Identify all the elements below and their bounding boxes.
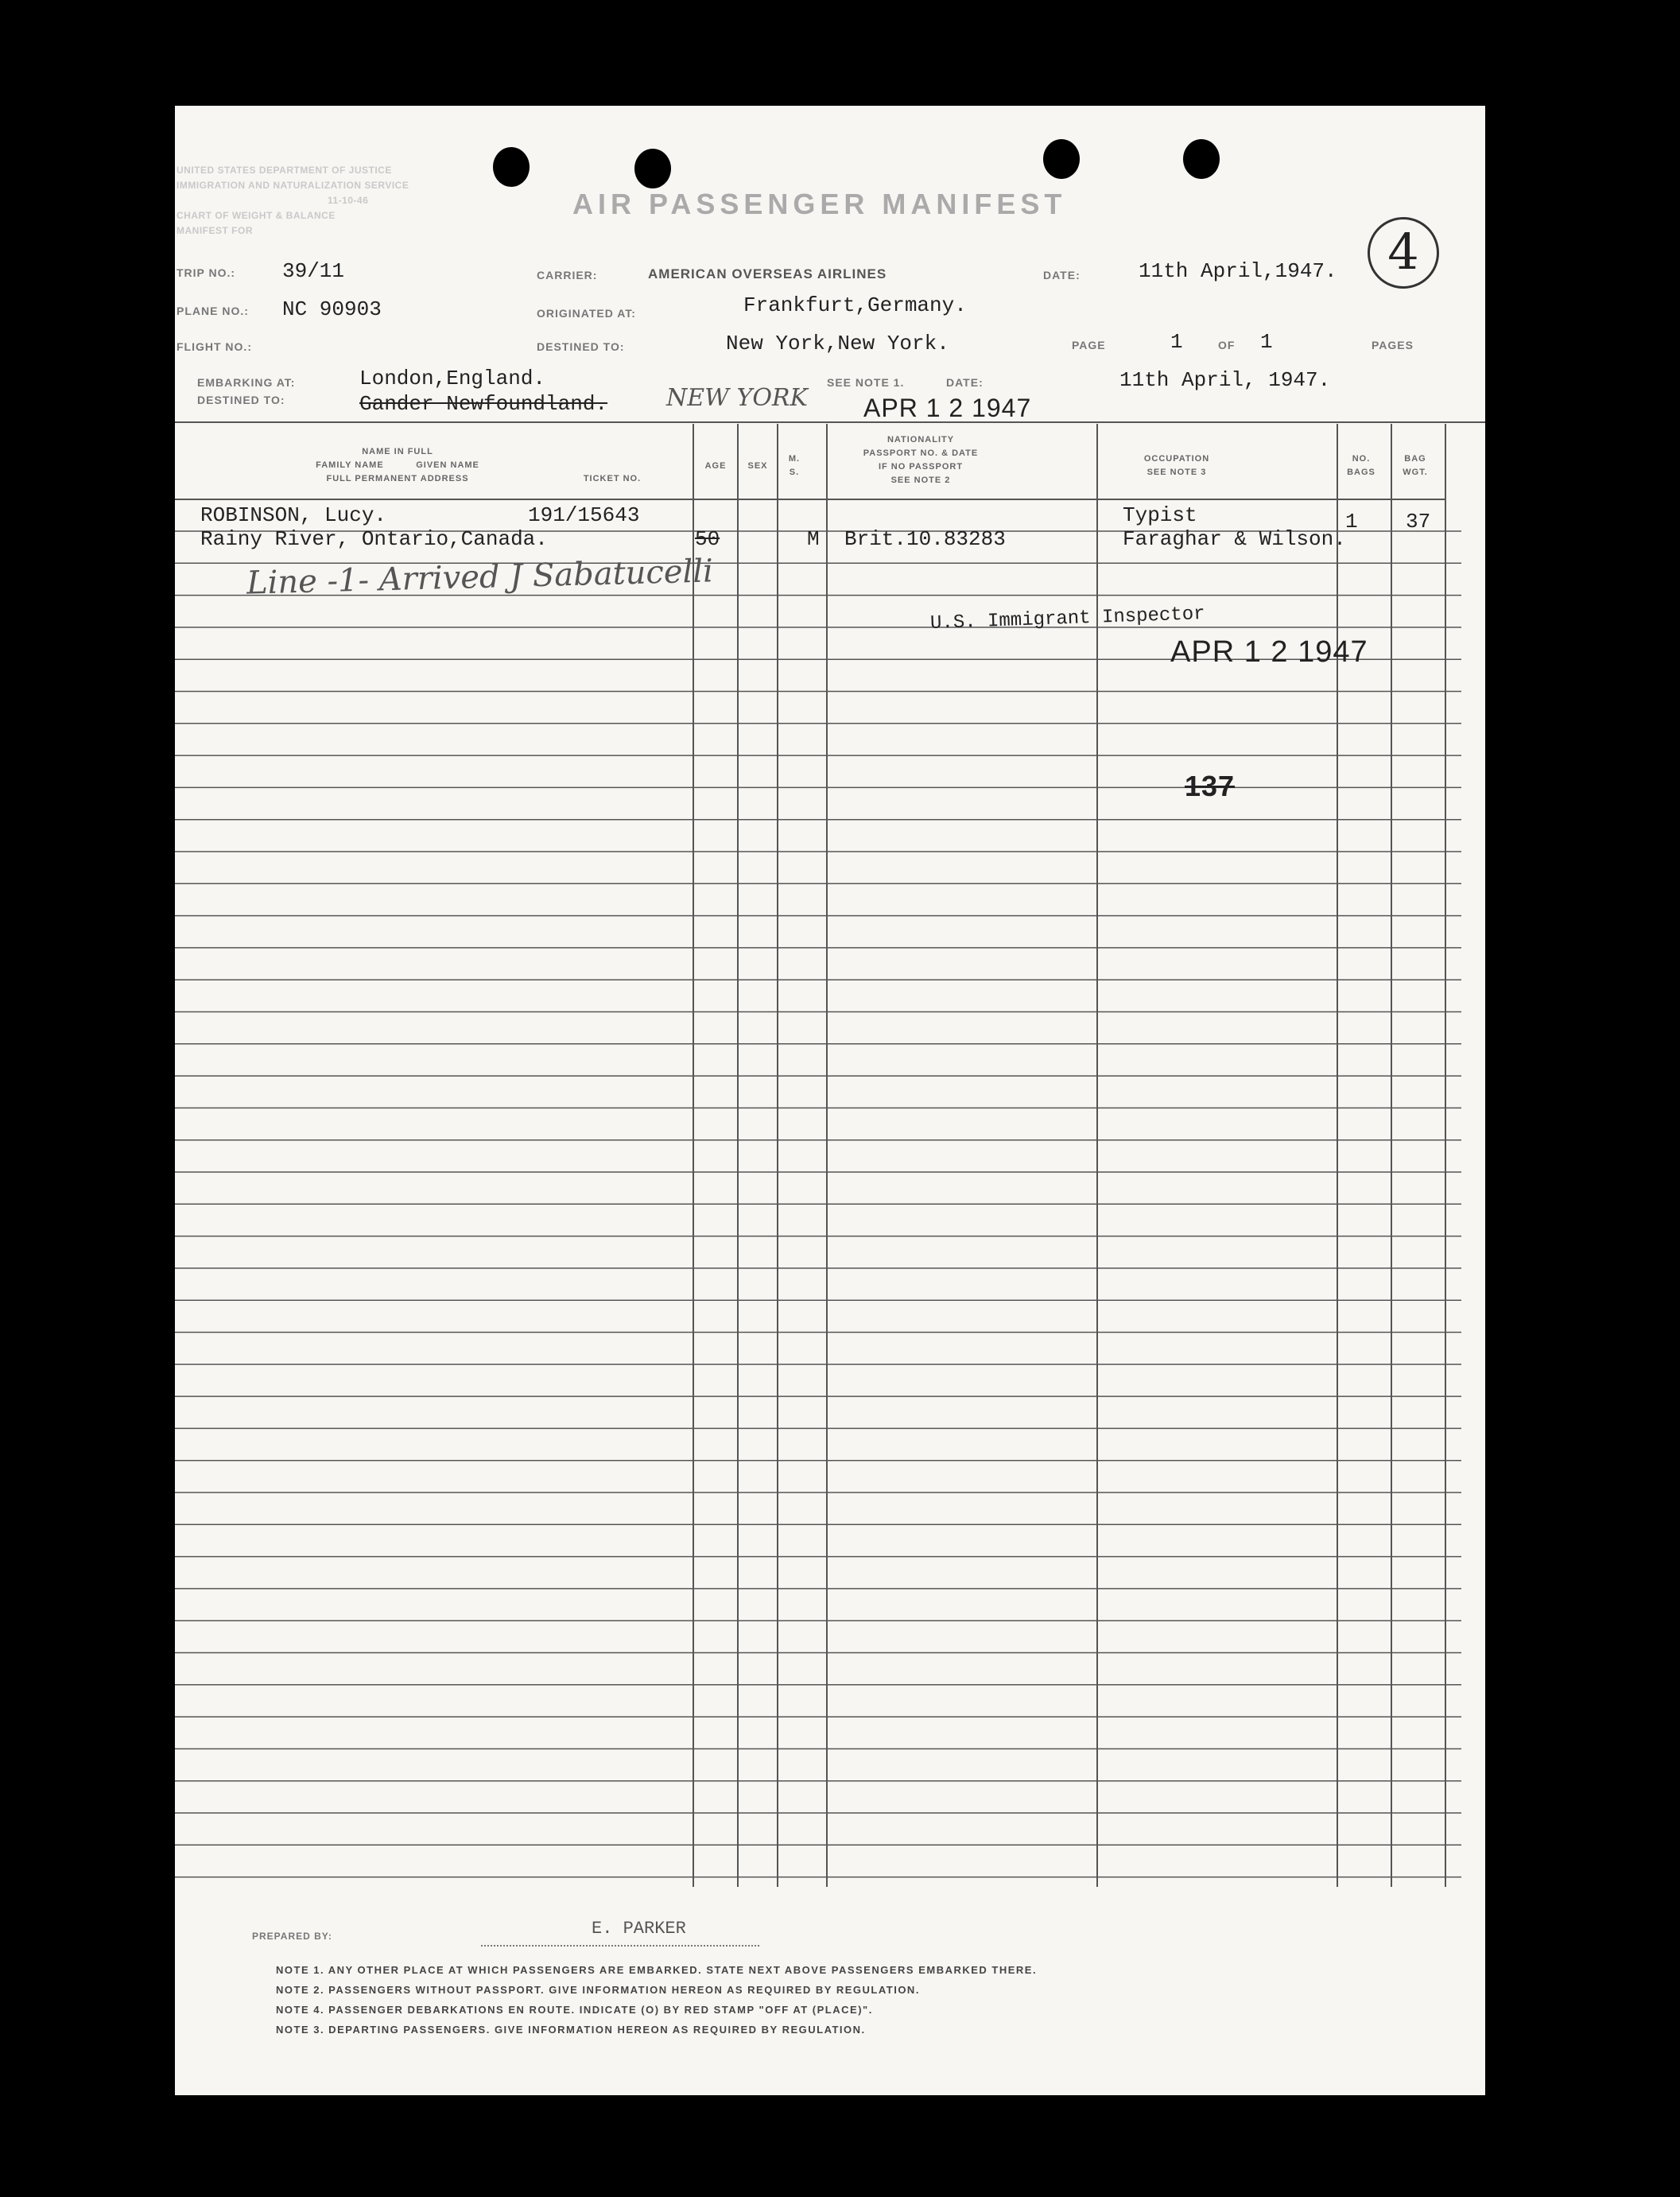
page-value: 1 [1170,330,1183,354]
prepared-underline [481,1945,759,1947]
originated-label: ORIGINATED AT: [537,307,636,320]
originated-value: Frankfurt,Germany. [743,293,967,317]
passenger-employer: Faraghar & Wilson. [1123,527,1346,551]
form-title: AIR PASSENGER MANIFEST [572,188,1067,220]
handwritten-arrival-note: Line -1- Arrived J Sabatucelli [246,553,714,602]
prepared-label: PREPARED BY: [252,1931,332,1942]
trip-label: TRIP NO.: [177,266,236,279]
plane-label: PLANE NO.: [177,305,249,317]
destined2-value: Gander Newfoundland. [359,392,608,416]
note-1: NOTE 1. ANY OTHER PLACE AT WHICH PASSENGERS ARE EMBARKED. STATE NEXT ABOVE PASSENGERS EMBARKED THERE. [276,1964,1038,1976]
date-value: 11th April,1947. [1139,259,1337,283]
passenger-ticket: 191/15643 [528,503,640,527]
note-4: NOTE 4. PASSENGER DEBARKATIONS EN ROUTE. INDICATE (O) BY RED STAMP "OFF AT (PLACE)". [276,2004,873,2016]
destined-label: DESTINED TO: [537,340,625,353]
manifest-grid [175,106,1485,2095]
faint-header-stamp: UNITED STATES DEPARTMENT OF JUSTICE IMMIGRATION AND NATURALIZATION SERVICE 11-10-46 CHART OF WEIGHT & BALANCE MANIFEST FOR [177,165,409,236]
circled-page-number: 4 [1368,217,1439,289]
destined-value: New York,New York. [726,332,949,355]
destined2-label: DESTINED TO: [197,394,285,406]
passenger-nationality: Brit.10.83283 [844,527,1006,551]
ticket-column-heading: TICKET NO. [583,474,642,483]
inspector-label: U.S. Immigrant Inspector [929,603,1206,635]
inspector-date-stamp: APR 1 2 1947 [1170,635,1368,669]
weight-column-heading: BAG WGT. [1403,454,1428,477]
carrier-value: AMERICAN OVERSEAS AIRLINES [648,266,887,281]
embarking-label: EMBARKING AT: [197,376,296,389]
trip-value: 39/11 [282,259,345,283]
note-2: NOTE 2. PASSENGERS WITHOUT PASSPORT. GIVE INFORMATION HEREON AS REQUIRED BY REGULATION. [276,1984,920,1996]
carrier-label: CARRIER: [537,269,598,281]
marital-column-heading: M. S. [788,454,801,477]
embarking-value: London,England. [359,367,546,390]
flight-label: FLIGHT NO.: [177,340,252,353]
occupation-column-heading: OCCUPATION SEE NOTE 3 [1143,454,1210,477]
passenger-marital: M [807,527,820,551]
date-label: DATE: [1043,269,1081,281]
of-label: OF [1218,339,1236,351]
destined2-handwritten: NEW YORK [666,384,808,412]
name-column-heading: NAME IN FULL FAMILY NAME GIVEN NAME FULL PERMANENT ADDRESS [316,447,479,483]
date2-value: 11th April, 1947. [1119,368,1331,392]
passenger-bags: 1 [1345,510,1358,534]
plane-value: NC 90903 [282,297,382,321]
serial-number-stamp: 137 [1185,770,1236,802]
note-3: NOTE 3. DEPARTING PASSENGERS. GIVE INFORMATION HEREON AS REQUIRED BY REGULATION. [276,2024,866,2036]
bags-column-heading: NO. BAGS [1347,454,1375,477]
passenger-age: 50 [695,527,720,551]
age-column-heading: AGE [704,461,727,471]
prepared-value: E. PARKER [592,1919,686,1939]
header-date-stamp: APR 1 2 1947 [863,394,1032,422]
sex-column-heading: SEX [747,461,768,471]
passenger-address: Rainy River, Ontario,Canada. [200,527,548,551]
page-label: PAGE [1072,339,1106,351]
passenger-weight: 37 [1406,510,1431,534]
passenger-name: ROBINSON, Lucy. [200,503,387,527]
see-note-label: SEE NOTE 1. [827,376,905,389]
manifest-page [175,106,1485,2095]
pages-label: PAGES [1372,339,1414,351]
date2-label: DATE: [946,376,984,389]
nationality-column-heading: NATIONALITY PASSPORT NO. & DATE IF NO PASSPORT SEE NOTE 2 [863,435,979,485]
of-value: 1 [1260,330,1273,354]
passenger-occupation: Typist [1123,503,1197,527]
